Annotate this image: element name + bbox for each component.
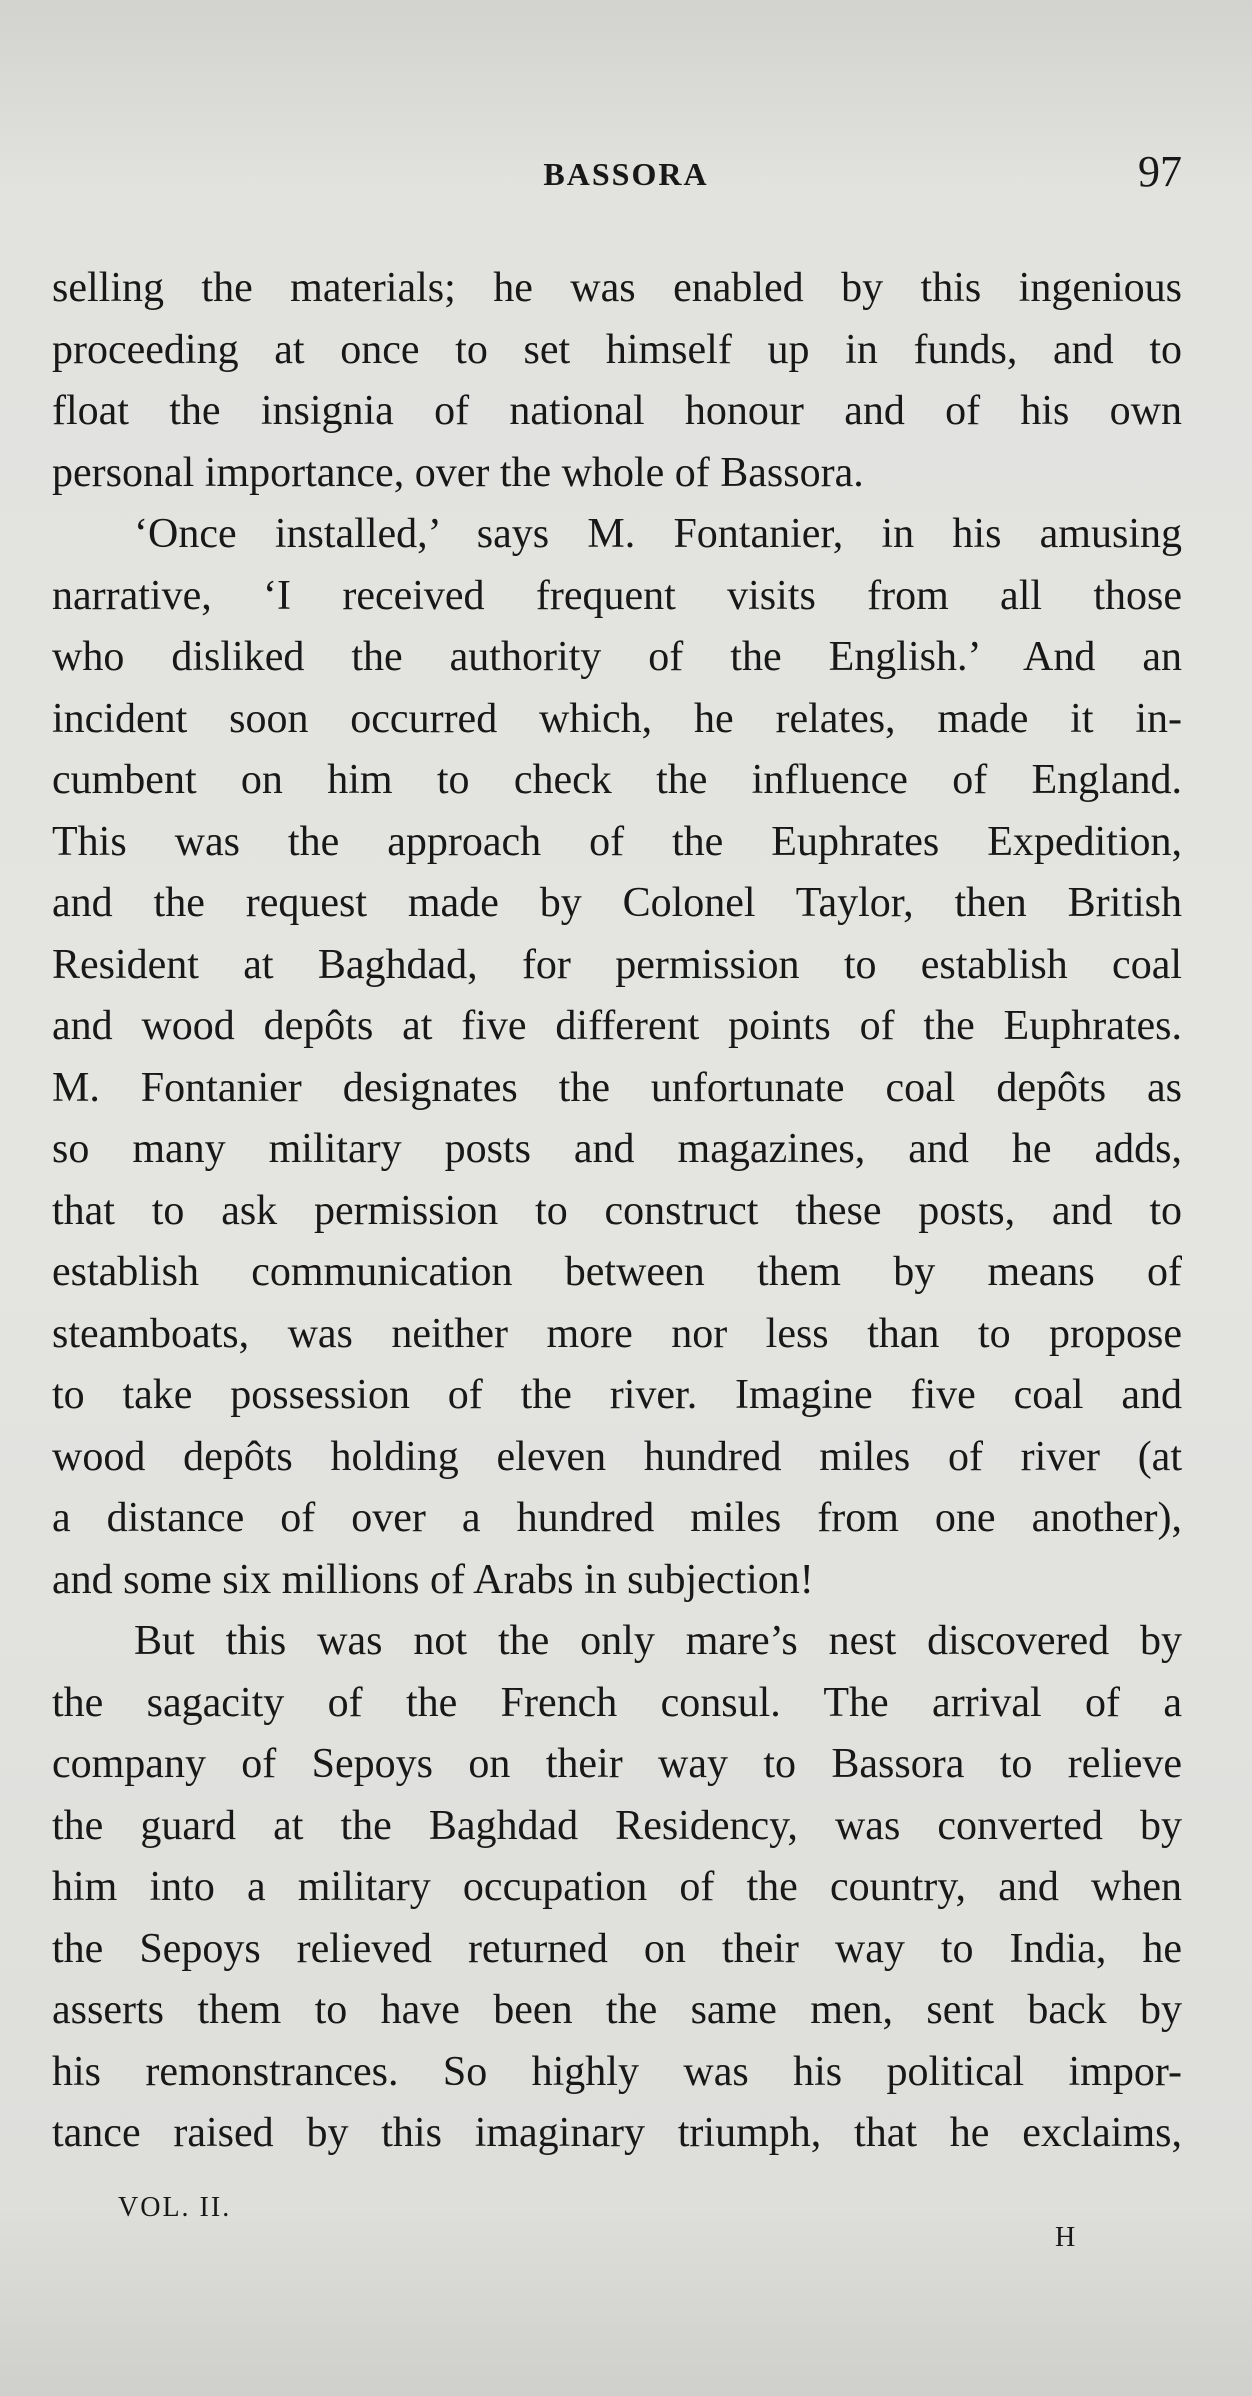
running-head: BASSORA [543,156,709,192]
text-line: tance raised by this imaginary triumph, that he exclaims, [52,2110,1182,2156]
text-line: him into a military occupation of the country, and when [52,1864,1182,1910]
text-line: Resident at Baghdad, for permission to establish coal [52,941,1182,988]
text-line: company of Sepoys on their way to Bassora to relieve [52,1741,1182,1787]
text-line: the sagacity of the French consul. The arrival of a [52,1679,1182,1726]
text-line: and wood depôts at five different points of the Euphrates. [52,1003,1182,1049]
text-line: ‘Once installed,’ says M. Fontanier, in his amusing [134,511,1182,557]
text-line: establish communication between them by means of [52,1249,1182,1295]
text-line: his remonstrances. So highly was his political impor- [52,2048,1182,2095]
volume-signature: VOL. II. [118,2192,232,2223]
text-line: narrative, ‘I received frequent visits from all those [52,572,1182,619]
text-line: and the request made by Colonel Taylor, then British [52,880,1182,926]
gathering-signature: H [1055,2222,1076,2253]
text-line: personal importance, over the whole of Bassora. [52,449,864,496]
body-text [52,258,1182,2165]
text-line: the Sepoys relieved returned on their way to India, he [52,1925,1182,1972]
text-line: asserts them to have been the same men, sent back by [52,1987,1182,2033]
text-line: steamboats, was neither more nor less than to propose [52,1310,1182,1357]
text-line: a distance of over a hundred miles from one another), [52,1495,1182,1541]
text-line: so many military posts and magazines, and he adds, [52,1126,1182,1172]
text-line: incident soon occurred which, he relates, made it in- [52,695,1182,742]
text-line: This was the approach of the Euphrates Expedition, [52,818,1182,865]
text-line: that to ask permission to construct these posts, and to [52,1187,1182,1234]
text-line: selling the materials; he was enabled by this ingenious [52,265,1182,311]
text-line: proceeding at once to set himself up in funds, and to [52,326,1182,373]
text-line: to take possession of the river. Imagine five coal and [52,1372,1182,1418]
page-number: 97 [1138,147,1182,196]
text-line: M. Fontanier designates the unfortunate coal depôts as [52,1064,1182,1111]
text-line: who disliked the authority of the English.’ And an [52,634,1182,680]
text-line: wood depôts holding eleven hundred miles of river (at [52,1433,1182,1480]
text-line: float the insignia of national honour and of his own [52,388,1182,434]
text-line: cumbent on him to check the influence of England. [52,757,1182,803]
text-line: But this was not the only mare’s nest discovered by [134,1618,1182,1664]
text-line: the guard at the Baghdad Residency, was converted by [52,1802,1182,1849]
text-line: and some six millions of Arabs in subjection! [52,1556,814,1603]
